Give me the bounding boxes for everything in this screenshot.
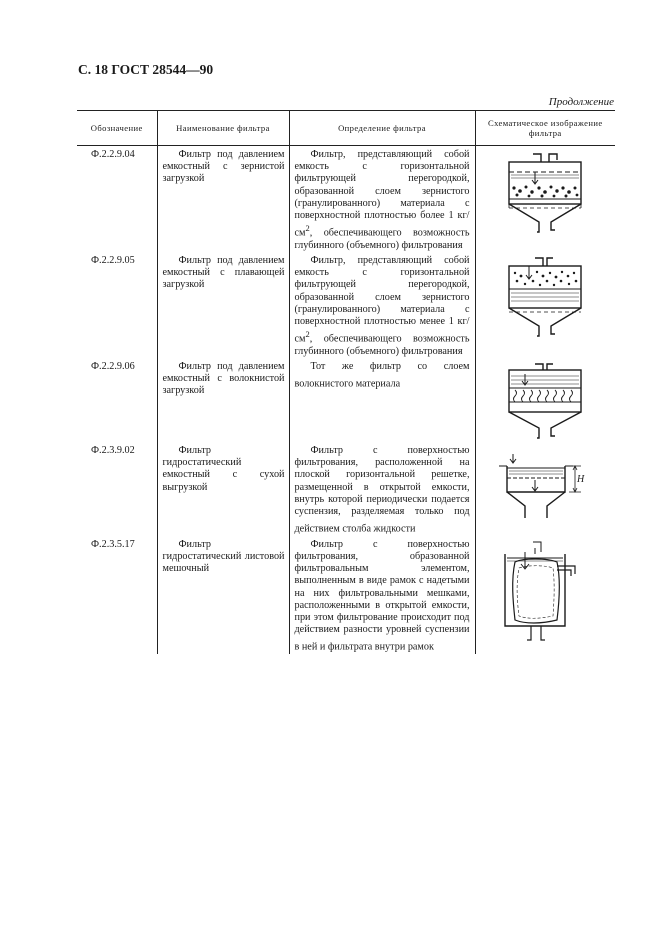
definition-text: Фильтр, представляющий собой емкость с горизонтальной фильтрующей перегородкой, образованной слоем зернистого (гранулированного) материала с поверхностной плотностью более 1 кг/см — [294, 149, 470, 239]
definition-text: Фильтр, представляющий собой емкость с горизонтальной фильтрующей перегородкой, образованной слоем зернистого (гранулированного) материала с поверхностной плотностью менее 1 кг/см — [294, 255, 470, 345]
table-row — [77, 358, 615, 442]
definition-text: Фильтр с поверхностью фильтрования, образованной фильтровальным элементом, выполненным в виде рамок с надетыми на них фильтровальными мешками, расположенными в открытой емкости, при этом фильтрование происходит под действием разности уровней суспензии в ней и фильтрата внутри рамок — [294, 538, 470, 653]
filter-name — [157, 146, 289, 253]
filter-definition-text — [295, 361, 470, 391]
filter-code: Ф.2.3.9.02 — [91, 445, 135, 457]
filter-definition — [289, 358, 475, 442]
filter-definitions-table — [77, 110, 615, 654]
filter-name-text: Фильтр гидростатический листовой мешочный — [162, 538, 285, 575]
table-row — [77, 536, 615, 654]
filter-schema-cell — [475, 146, 615, 253]
filter-schema-cell — [475, 442, 615, 536]
column-header-schema: Схематическое изображение фильтра — [475, 111, 615, 146]
filter-definition — [289, 252, 475, 358]
filter-schema-cell — [475, 358, 615, 442]
filter-name — [157, 358, 289, 442]
filter-definition — [289, 146, 475, 253]
filter-name — [157, 442, 289, 536]
filter-schema-cell — [475, 536, 615, 654]
filter-name-text: Фильтр под давлением емкостный с плавающей загрузкой — [162, 255, 285, 291]
definition-text: Тот же фильтр со слоем волокнистого материала — [294, 361, 470, 390]
filter-definition-text — [295, 539, 470, 654]
filter-schema-cell — [475, 252, 615, 358]
continuation-label: Продолжение — [548, 96, 614, 108]
filter-definition-text — [295, 445, 470, 536]
filter-definition — [289, 536, 475, 654]
filter-name-text: Фильтр гидростатический емкостный с сухой выгрузкой — [162, 445, 285, 493]
filter-definition-text — [295, 149, 470, 252]
definition-text-end: , обеспечивающего возможность глубинного (объемного) фильтрования — [294, 333, 470, 357]
table-row — [77, 442, 615, 536]
table-row — [77, 146, 615, 253]
definition-superscript: 2 — [305, 329, 310, 340]
granular-bed-pressure-filter-schematic-icon — [495, 150, 595, 234]
floating-bed-pressure-filter-schematic-icon — [495, 256, 595, 340]
column-header-definition: Определение фильтра — [289, 111, 475, 146]
hydrostatic-dry-discharge-filter-schematic-icon — [495, 446, 595, 526]
definition-text-end: , обеспечивающего возможность глубинного (объемного) фильтрования — [294, 227, 470, 251]
definition-superscript: 2 — [305, 223, 310, 234]
filter-code: Ф.2.2.9.05 — [91, 255, 135, 267]
column-header-name: Наименование фильтра — [157, 111, 289, 146]
filter-code: Ф.2.3.5.17 — [91, 538, 135, 550]
filter-definition-text — [295, 255, 470, 358]
filter-name — [157, 536, 289, 654]
table-header-row — [77, 111, 615, 146]
definition-text: Фильтр с поверхностью фильтрования, расположенной на плоской горизонтальной решетке, размещенной в открытой емкости, внутрь которой периодически подается суспензия, разделяемая только под действием столба жидкости — [294, 445, 470, 535]
hydrostatic-leaf-bag-filter-schematic-icon — [495, 540, 595, 644]
page-title: С. 18 ГОСТ 28544—90 — [78, 62, 214, 77]
height-dimension-label: H — [577, 474, 585, 486]
table-row — [77, 252, 615, 358]
filter-name — [157, 252, 289, 358]
filter-definition — [289, 442, 475, 536]
column-header-code: Обозначение — [77, 111, 157, 146]
filter-code: Ф.2.2.9.06 — [91, 361, 135, 373]
fibrous-bed-pressure-filter-schematic-icon — [495, 362, 595, 442]
filter-name-text: Фильтр под давлением емкостный с зернистой загрузкой — [162, 149, 285, 185]
filter-name-text: Фильтр под давлением емкостный с волокнистой загрузкой — [162, 361, 285, 397]
filter-code: Ф.2.2.9.04 — [91, 149, 135, 160]
